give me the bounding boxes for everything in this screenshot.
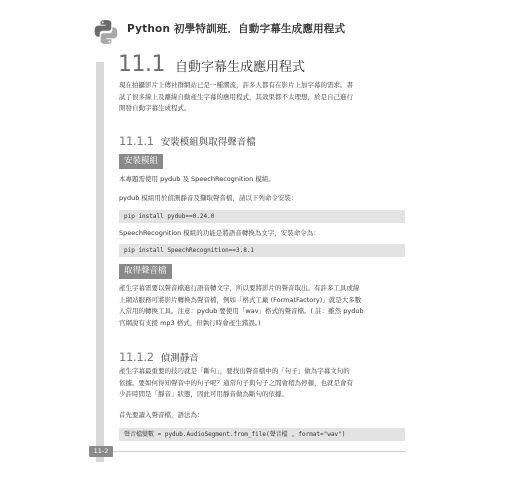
side-bar-decoration (96, 62, 104, 462)
text-line: 人常用的轉換工具。注意：pydub 要使用「wav」格式的聲音檔。( 註：雖然 pydub (119, 307, 364, 315)
modules-paragraph: 本專題需使用 pydub 及 SpeechRecognition 模組。 (119, 175, 275, 183)
section-title: 安裝模組與取得聲音檔 (160, 137, 256, 148)
python-logo-icon (92, 18, 120, 46)
text-line: 上網站服務可將影片轉換為聲音檔，例如「格式工廠 (FormatFactory)」就是大多數 (119, 295, 362, 304)
header-title: Python 初學特訓班．自動字幕生成應用程式 (127, 23, 346, 35)
section-heading (119, 134, 256, 148)
code-block: pip install SpeechRecognition==3.8.1 (119, 244, 405, 257)
text-line: 產生字幕需要以聲音檔進行語音轉文字，所以要將影片的聲音取出。有許多工具或線 (119, 284, 360, 292)
text-line: 開發自動字幕生成程式。 (119, 104, 191, 112)
footer-divider (113, 451, 406, 452)
audio-paragraph (119, 283, 405, 329)
read-paragraph: 首先要讀入聲音檔，語法為： (119, 411, 204, 419)
text-line: 少許時間是「靜音」狀態，因此可用靜音做為斷句的依據。 (119, 390, 288, 398)
chapter-heading (118, 52, 305, 77)
chapter-number: 11.1 (118, 52, 165, 77)
subheading-label: 取得聲音檔 (119, 264, 172, 279)
silence-paragraph (119, 366, 405, 401)
chapter-title: 自動字幕生成應用程式 (174, 60, 305, 75)
section-number: 11.1.1 (119, 134, 154, 148)
section-heading (119, 350, 199, 364)
code-block: 聲音檔變數 = pydub.AudioSegment.from_file(聲音檔 , format="wav") (119, 428, 405, 441)
code-block: pip install pydub==0.24.0 (119, 210, 405, 223)
pydub-paragraph: pydub 模組用於偵測靜音及擷取聲音檔，請以下列命令安裝： (119, 194, 298, 202)
intro-paragraph (119, 80, 405, 115)
text-line: 現在拍攝影片上傳社群網站已是一種潮流，許多人都有在影片上加字幕的需求。書 (119, 81, 353, 89)
text-line: 官網說有支援 mp3 格式，但執行時會產生錯誤。) (119, 318, 261, 327)
section-title: 偵測靜音 (160, 353, 199, 364)
speechrecognition-paragraph: SpeechRecognition 模組的功能是將語音轉換為文字，安裝命令為： (119, 229, 320, 237)
text-line: 依據。要如何得知聲音中的句子呢？通常句子與句子之間會稍為停頓，也就是會有 (119, 378, 353, 387)
page-number: 11-2 (89, 446, 113, 457)
text-line: 產生字幕最重要的技巧就是「斷句」，要找出聲音檔中的「句子」做為字幕文句的 (119, 367, 350, 375)
subheading-label: 安裝模組 (119, 154, 163, 169)
text-line: 試了很多線上及離線自動產生字幕的應用程式，其效果都不太理想，於是自己進行 (119, 92, 353, 101)
section-number: 11.1.2 (119, 350, 154, 364)
